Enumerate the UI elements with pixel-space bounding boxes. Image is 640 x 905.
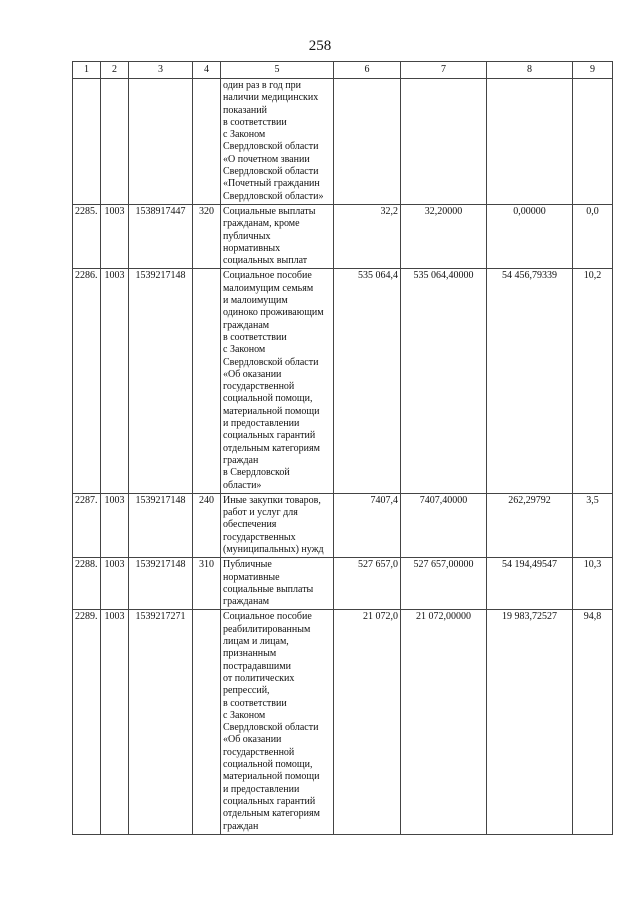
expense-type-code — [193, 610, 221, 834]
row-description: Социальное пособие малоимущим семьям и малоимущим одиноко проживающим гражданам в соответствии с Законом Свердловской области «Об оказании государственной социальной помощи, материальной помощи и предоставлении социальных гарантий отдельным категориям граждан в Свердловской области» — [221, 269, 334, 493]
section-code: 1003 — [101, 558, 129, 610]
budget-table — [72, 61, 613, 835]
target-article-code: 1538917447 — [129, 204, 193, 268]
target-article-code: 1539217148 — [129, 493, 193, 557]
planned-amount-precise: 7407,40000 — [401, 493, 487, 557]
planned-amount — [334, 79, 401, 205]
column-header: 6 — [334, 62, 401, 79]
row-number: 2285. — [73, 204, 101, 268]
planned-amount: 21 072,0 — [334, 610, 401, 834]
column-header: 3 — [129, 62, 193, 79]
expense-type-code: 310 — [193, 558, 221, 610]
planned-amount-precise: 527 657,00000 — [401, 558, 487, 610]
expense-type-code: 320 — [193, 204, 221, 268]
target-article-code: 1539217271 — [129, 610, 193, 834]
column-header: 1 — [73, 62, 101, 79]
table-row — [73, 610, 613, 834]
expense-type-code: 240 — [193, 493, 221, 557]
column-header: 9 — [573, 62, 613, 79]
target-article-code: 1539217148 — [129, 558, 193, 610]
section-code: 1003 — [101, 269, 129, 493]
execution-percent: 10,3 — [573, 558, 613, 610]
planned-amount-precise: 21 072,00000 — [401, 610, 487, 834]
row-number: 2289. — [73, 610, 101, 834]
planned-amount: 535 064,4 — [334, 269, 401, 493]
execution-percent: 3,5 — [573, 493, 613, 557]
section-code — [101, 79, 129, 205]
row-number — [73, 79, 101, 205]
execution-percent: 0,0 — [573, 204, 613, 268]
executed-amount: 19 983,72527 — [487, 610, 573, 834]
planned-amount: 7407,4 — [334, 493, 401, 557]
expense-type-code — [193, 269, 221, 493]
column-header: 7 — [401, 62, 487, 79]
executed-amount: 262,29792 — [487, 493, 573, 557]
executed-amount: 54 456,79339 — [487, 269, 573, 493]
row-description: Иные закупки товаров, работ и услуг для обеспечения государственных (муниципальных) нужд — [221, 493, 334, 557]
row-description: Социальное пособие реабилитированным лицам и лицам, признанным пострадавшими от политических репрессий, в соответствии с Законом Свердловской области «Об оказании государственной социальной помощи, материальной помощи и предоставлении социальных гарантий отдельным категориям граждан — [221, 610, 334, 834]
planned-amount-precise: 535 064,40000 — [401, 269, 487, 493]
row-number: 2286. — [73, 269, 101, 493]
planned-amount-precise — [401, 79, 487, 205]
section-code: 1003 — [101, 493, 129, 557]
row-number: 2287. — [73, 493, 101, 557]
planned-amount-precise: 32,20000 — [401, 204, 487, 268]
column-header: 2 — [101, 62, 129, 79]
execution-percent: 10,2 — [573, 269, 613, 493]
row-description: один раз в год при наличии медицинских показаний в соответствии с Законом Свердловской области «О почетном звании Свердловской области «Почетный гражданин Свердловской области» — [221, 79, 334, 205]
planned-amount: 527 657,0 — [334, 558, 401, 610]
row-description: Социальные выплаты гражданам, кроме публичных нормативных социальных выплат — [221, 204, 334, 268]
execution-percent — [573, 79, 613, 205]
section-code: 1003 — [101, 204, 129, 268]
target-article-code — [129, 79, 193, 205]
table-row — [73, 79, 613, 205]
section-code: 1003 — [101, 610, 129, 834]
row-description: Публичные нормативные социальные выплаты гражданам — [221, 558, 334, 610]
expense-type-code — [193, 79, 221, 205]
table-row — [73, 558, 613, 610]
executed-amount — [487, 79, 573, 205]
target-article-code: 1539217148 — [129, 269, 193, 493]
executed-amount: 0,00000 — [487, 204, 573, 268]
table-row — [73, 269, 613, 493]
executed-amount: 54 194,49547 — [487, 558, 573, 610]
planned-amount: 32,2 — [334, 204, 401, 268]
row-number: 2288. — [73, 558, 101, 610]
column-header: 5 — [221, 62, 334, 79]
table-row — [73, 204, 613, 268]
execution-percent: 94,8 — [573, 610, 613, 834]
column-header: 8 — [487, 62, 573, 79]
column-number-row — [73, 62, 613, 79]
column-header: 4 — [193, 62, 221, 79]
page-number: 258 — [308, 38, 332, 54]
table-row — [73, 493, 613, 557]
